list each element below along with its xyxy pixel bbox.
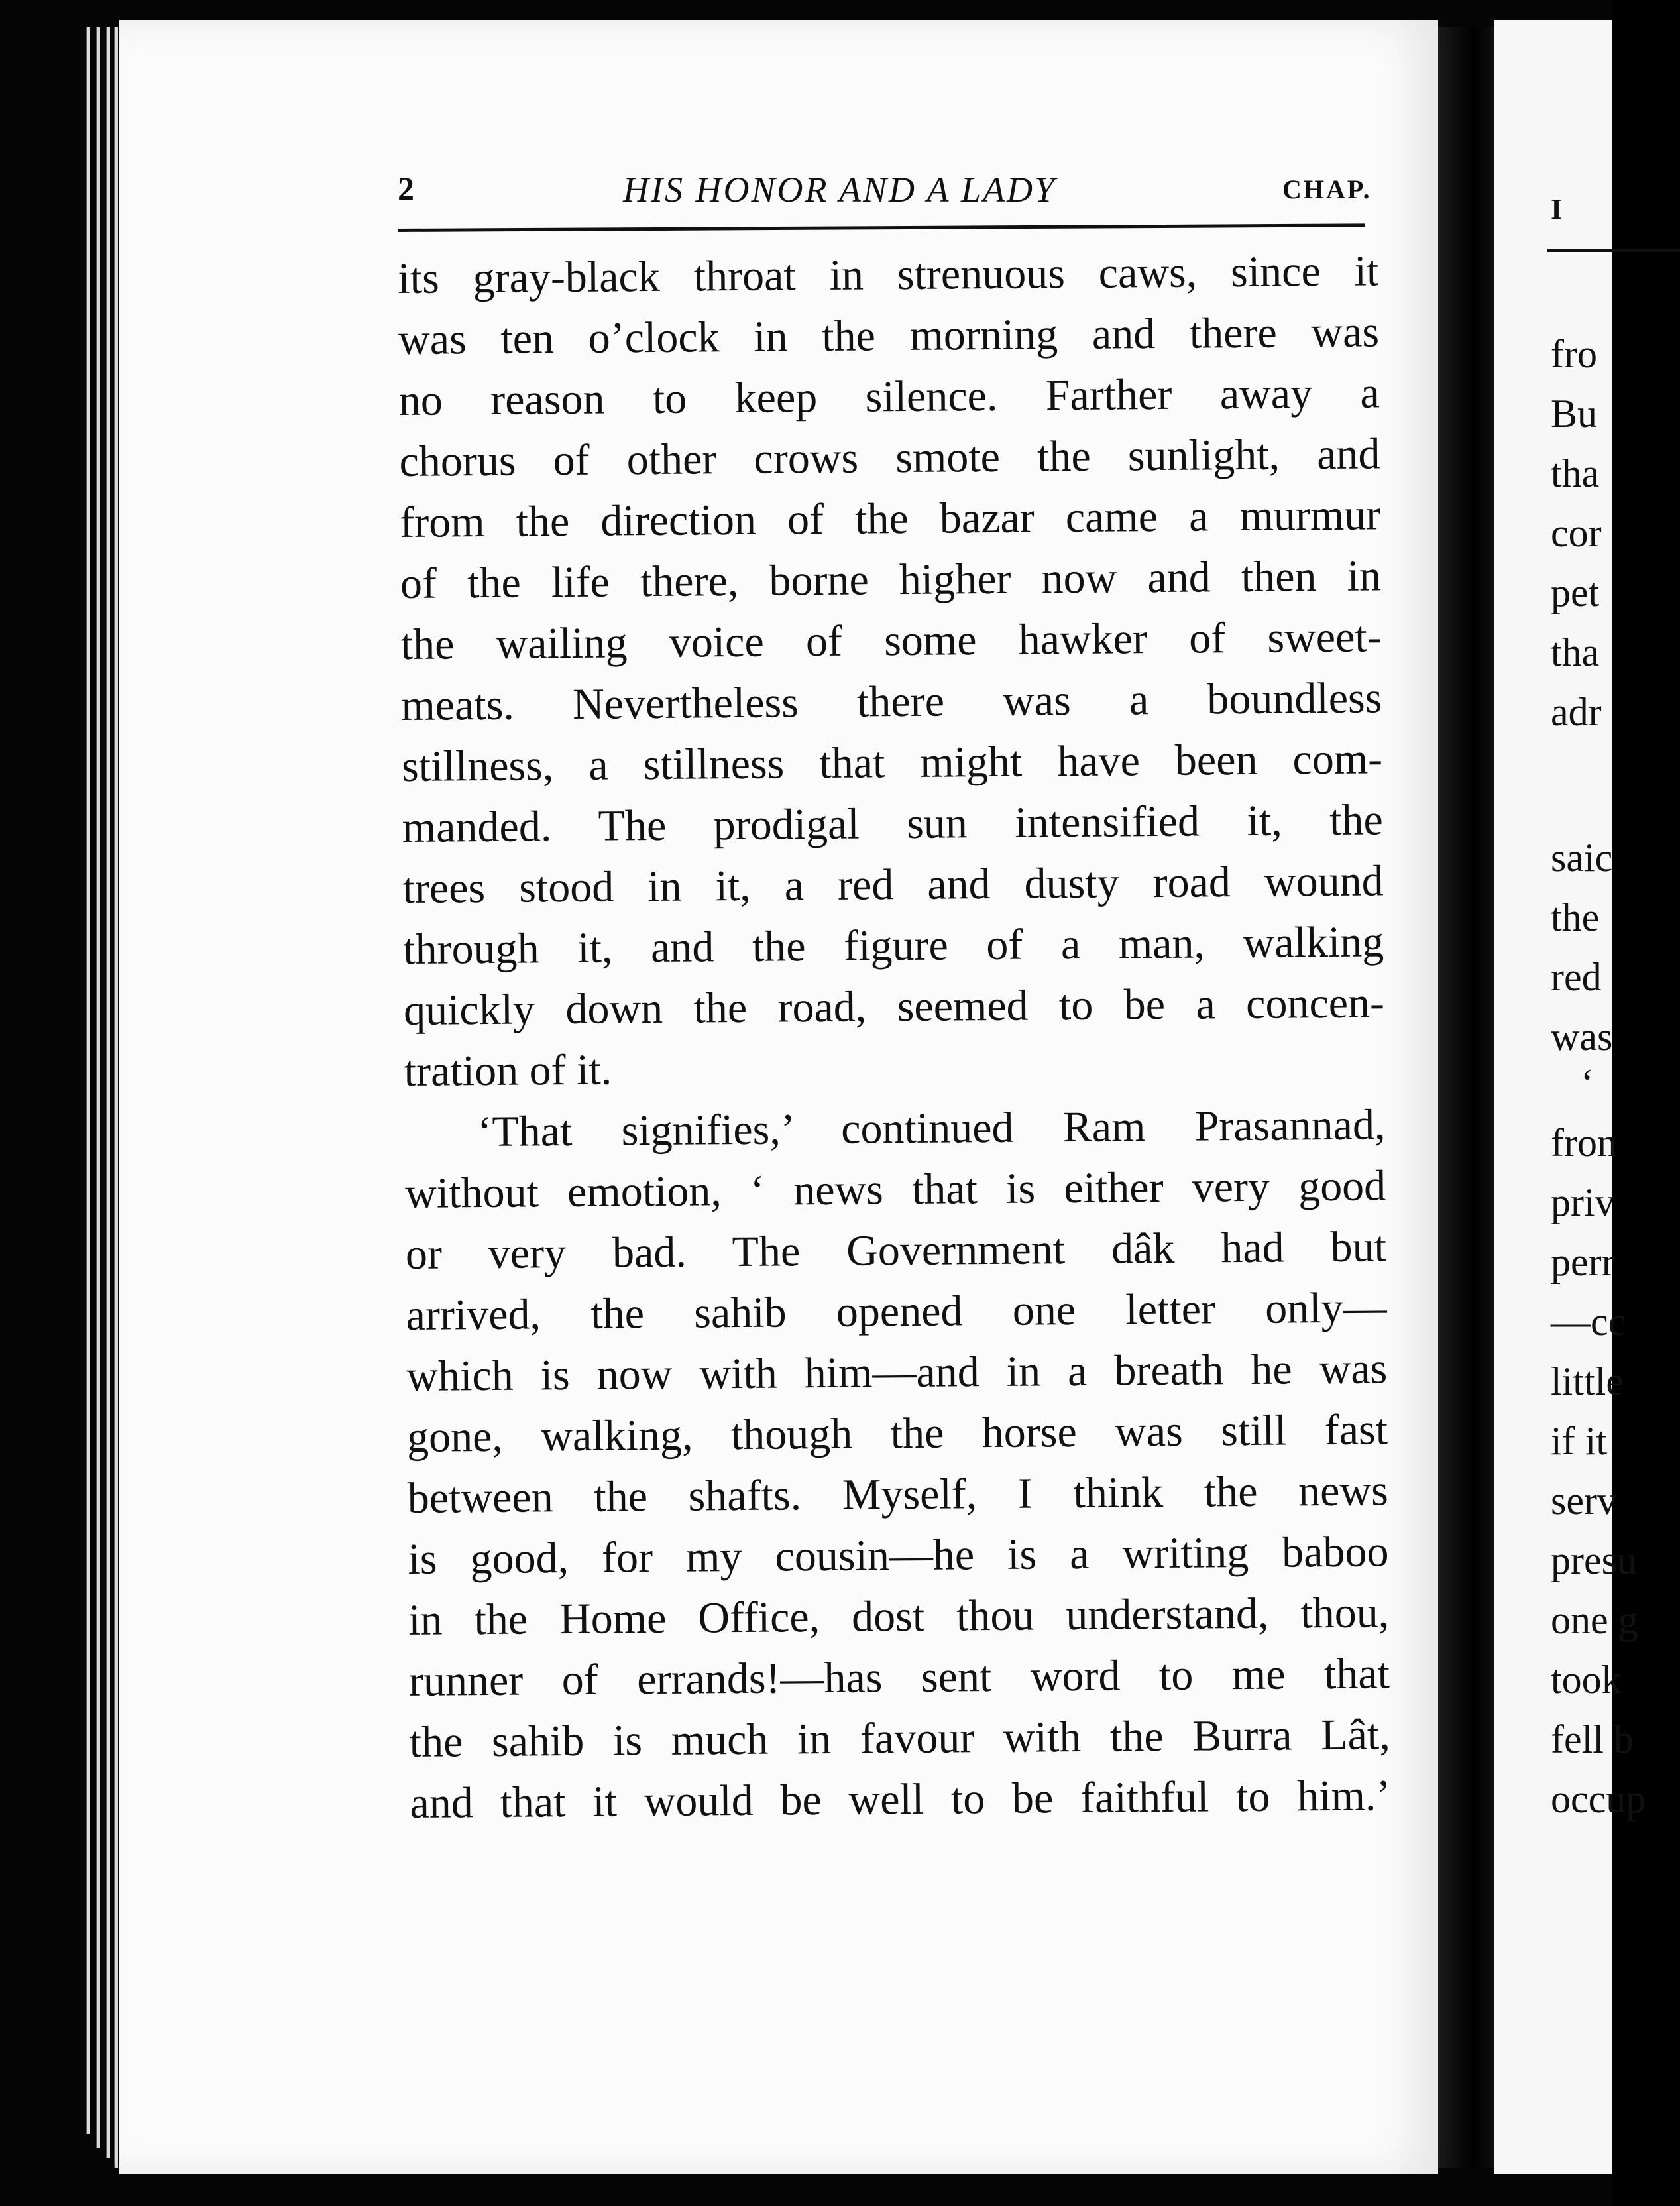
- right-page-number: I: [1551, 193, 1563, 225]
- right-line-fragment: serv: [1551, 1479, 1617, 1523]
- text-line: the sahib is much in favour with the Burra Lât,: [409, 1710, 1390, 1767]
- right-page: [1494, 20, 1646, 2174]
- text-line: quickly down the road, seemed to be a concen-: [403, 978, 1385, 1035]
- text-line: arrived, the sahib opened one letter only—: [406, 1283, 1387, 1340]
- page-number: 2: [398, 170, 416, 207]
- text-line: which is now with him—and in a breath he was: [406, 1344, 1388, 1401]
- text-line: manded. The prodigal sun intensified it, the: [402, 795, 1384, 852]
- right-line-fragment: presu: [1551, 1538, 1637, 1582]
- page-edge: [106, 27, 110, 2158]
- text-line: and that it would be well to be faithful to him.’: [410, 1771, 1391, 1828]
- page-edge: [114, 27, 118, 2168]
- right-line-fragment: red: [1551, 955, 1602, 999]
- right-line-fragment: saic: [1551, 836, 1613, 880]
- text-line: its gray-black throat in strenuous caws, since it: [398, 247, 1379, 303]
- running-title: HIS HONOR AND A LADY: [623, 170, 1057, 209]
- text-line: between the shafts. Myself, I think the news: [407, 1466, 1389, 1523]
- text-line: from the direction of the bazar came a murmur: [399, 491, 1381, 547]
- text-line: ‘That signifies,’ continued Ram Prasannad,: [477, 1100, 1386, 1157]
- right-line-fragment: little: [1551, 1360, 1624, 1403]
- right-line-fragment: tha: [1551, 451, 1600, 495]
- text-line: of the life there, borne higher now and then in: [400, 552, 1382, 608]
- right-line-fragment: the: [1551, 896, 1600, 939]
- right-line-fragment: cor: [1551, 511, 1602, 555]
- right-line-fragment: if it: [1551, 1419, 1607, 1463]
- body-text: [398, 241, 1391, 1834]
- text-line: through it, and the figure of a man, walking: [403, 917, 1384, 974]
- right-line-fragment: occup: [1551, 1777, 1646, 1821]
- text-line: was ten o’clock in the morning and there was: [398, 308, 1380, 364]
- right-line-fragment: fron: [1551, 1121, 1617, 1165]
- text-line: the wailing voice of some hawker of sweet-: [400, 612, 1382, 669]
- right-line-fragment: was: [1551, 1015, 1613, 1059]
- text-line: gone, walking, though the horse was still fast: [406, 1405, 1388, 1462]
- right-line-fragment: —cc: [1551, 1300, 1626, 1344]
- right-line-fragment: adr: [1551, 690, 1602, 734]
- text-line: meats. Nevertheless there was a boundless: [401, 673, 1382, 730]
- text-line: chorus of other crows smote the sunlight, and: [399, 430, 1380, 486]
- text-line: in the Home Office, dost thou understand, thou,: [408, 1588, 1390, 1645]
- right-header-rule: [1547, 249, 1680, 252]
- right-line-fragment: Bu: [1551, 392, 1598, 435]
- text-line: runner of errands!—has sent word to me that: [408, 1649, 1390, 1706]
- right-line-fragment: ‘: [1581, 1061, 1594, 1105]
- text-line: tration of it.: [404, 1045, 612, 1096]
- right-line-fragment: fro: [1551, 332, 1597, 376]
- right-line-fragment: priv: [1551, 1181, 1615, 1224]
- text-line: is good, for my cousin—he is a writing baboo: [408, 1527, 1389, 1584]
- right-line-fragment: fell b: [1551, 1717, 1634, 1761]
- text-line: without emotion, ‘ news that is either very good: [404, 1161, 1386, 1218]
- chapter-label: CHAP.: [1282, 174, 1372, 204]
- right-line-fragment: tha: [1551, 630, 1600, 674]
- book-gutter: [1438, 27, 1498, 2168]
- right-line-fragment: took: [1551, 1658, 1622, 1702]
- right-line-fragment: pet: [1551, 571, 1600, 614]
- right-line-fragment: perr: [1551, 1240, 1615, 1284]
- text-line: stillness, a stillness that might have been com-: [401, 734, 1383, 791]
- text-line: no reason to keep silence. Farther away a: [398, 369, 1380, 425]
- page-edge: [96, 27, 100, 2148]
- right-line-fragment: one g: [1551, 1598, 1638, 1642]
- page-edge: [86, 27, 90, 2134]
- text-line: trees stood in it, a red and dusty road wound: [402, 856, 1384, 913]
- text-line: or very bad. The Government dâk had but: [405, 1222, 1387, 1279]
